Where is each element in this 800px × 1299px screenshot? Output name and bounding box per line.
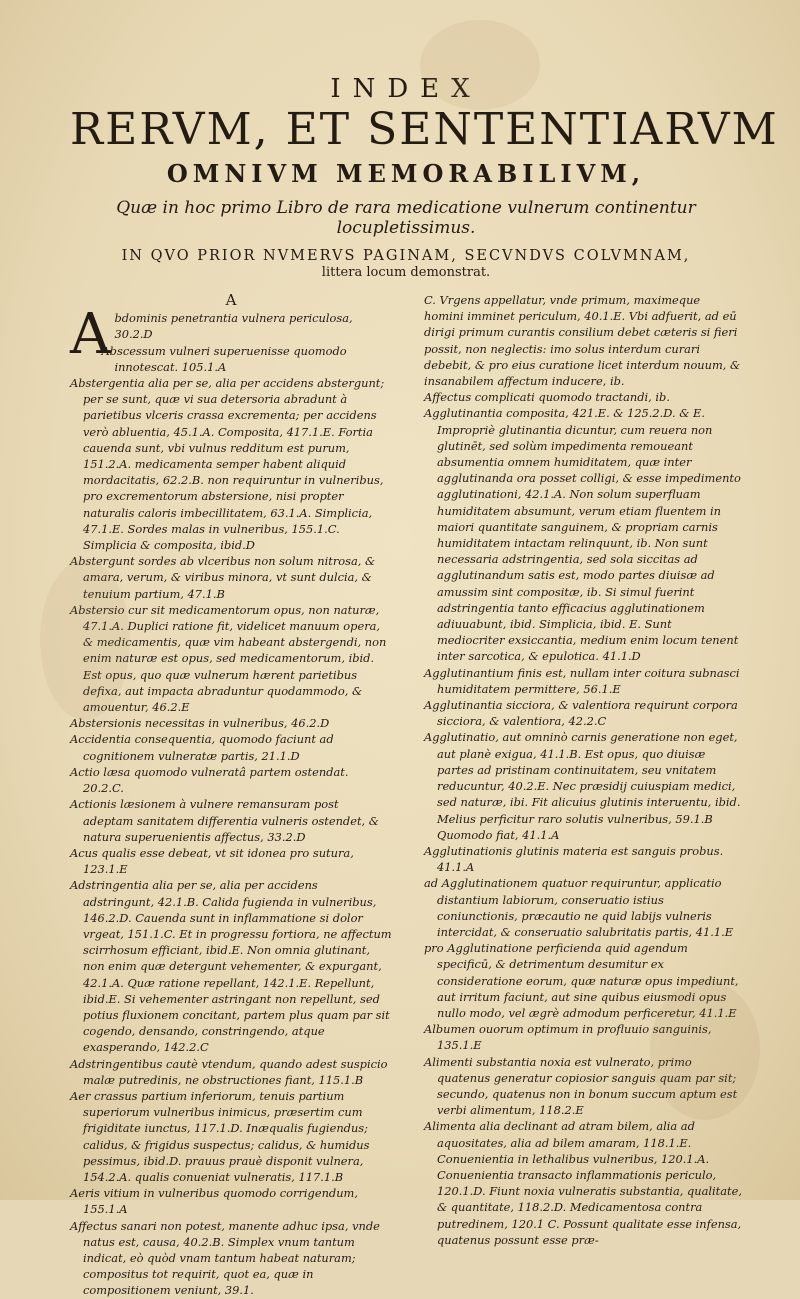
index-entry: ad Agglutinationem quatuor requiruntur, applicatio distantium labiorum, conseruatio istius coniunctionis, præcautio ne quid labijs vulneris intercidat, & conseruatio salubritatis partis, 41.1.E bbox=[424, 876, 734, 939]
index-entry: Abstersio cur sit medicamentorum opus, non naturæ, 47.1.A. Duplici ratione fit, videlicet manuum opera, & medicamentis, quæ vim habeant abstergendi, non enim naturæ est opus, sed medicamentorum, ibid. Est opus, quo quæ vulnerum hærent parietibus defixa, aut impacta abraduntur quodammodo, & amouentur, 46.2.E bbox=[70, 602, 387, 715]
index-word: INDEX bbox=[330, 74, 482, 104]
title-line-1: RERVM, ET SENTENTIARVM bbox=[70, 104, 779, 155]
index-entry: Actio læsa quomodo vulneratâ partem ostendat. 20.2.C. bbox=[70, 764, 349, 796]
index-columns bbox=[70, 292, 742, 1299]
subtitle: Quæ in hoc primo Libro de rara medicatione vulnerum continentur locupletissimus. bbox=[116, 198, 696, 238]
index-entry: Acus qualis esse debeat, vt sit idonea pro sutura, 123.1.E bbox=[70, 845, 354, 877]
title-line-2: OMNIVM MEMORABILIVM, bbox=[166, 159, 646, 188]
index-entry: Abdominis penetrantia vulnera periculosa, 30.2.D bbox=[70, 302, 353, 368]
index-entry: C. Vrgens appellatur, vnde primum, maximeque homini imminet periculum, 40.1.E. Vbi adfuerit, ad eū dirigi primum curantis consilium debet cæteris si fieri possit, non neglectis: imo solus interdum curari debebit, & pro eius curatione licet interdum nouum, & insanabilem affectum inducere, ib. bbox=[424, 293, 741, 389]
index-entry: Alimenti substantia noxia est vulnerato, primo quatenus generatur copiosior sanguis quam par sit; secundo, quatenus non in bonum succum aptum est verbi alimentum, 118.2.E bbox=[424, 1054, 738, 1118]
index-entry: Adstringentia alia per se, alia per accidens adstringunt, 42.1.B. Calida fugienda in vulneribus, 146.2.D. Cauenda sunt in inflammatione si dolor vrgeat, 151.1.C. Et in progressu fortiora, ne affectum scirrhosum efficiant, ibid.E. Non omnia glutinant, non enim quæ detergunt vehementer, & expurgant, 42.1.A. Quæ ratione repellant, 142.1.E. Repellunt, ibid.E. Si vehementer astringant non repellunt, sed potius fluxionem concitant, partem plus quam par sit cogendo, densando, constringendo, atque exasperando, 142.2.C bbox=[70, 878, 392, 1055]
index-entry: Affectus sanari non potest, manente adhuc ipsa, vnde natus est, causa, 40.2.B. Simplex vnum tantum indicat, eò quòd vnam tantum habeat naturam; compositus tot requirit, quot ea, quæ in compositionem veniunt, 39.1. bbox=[70, 1218, 380, 1298]
right-column bbox=[424, 292, 742, 1299]
index-entry: Accidentia consequentia, quomodo faciunt ad cognitionem vulneratæ partis, 21.1.D bbox=[70, 732, 334, 763]
numbering-note: IN QVO PRIOR NVMERVS PAGINAM, SECVNDVS COLVMNAM, bbox=[121, 248, 691, 264]
index-entry: Adstringentibus cautè vtendum, quando adest suspicio malæ putredinis, ne obstructiones fiant, 115.1.B bbox=[70, 1056, 388, 1087]
index-entry: Abstergunt sordes ab vlceribus non solum nitrosa, & amara, verum, & viribus minora, vt sunt dulcia, & tenuium partium, 47.1.B bbox=[70, 554, 376, 601]
index-entry: Abstersionis necessitas in vulneribus, 46.2.D bbox=[70, 716, 330, 731]
index-entry: Agglutinantia composita, 421.E. & 125.2.D. & E. Impropriè glutinantia dicuntur, cum reuera non glutinēt, sed solùm impedimenta remoueant absumentia omnem humiditatem, quæ inter agglutinanda ora posset colligi, & esse impedimento agglutinationi, 42.1.A. Non solum superfluam humiditatem absumunt, verum etiam fluentem in maiori quantitate sanguinem, & propriam carnis humiditatem intactam relinquunt, ib. Non sunt necessaria adstringentia, sed sola siccitas ad agglutinandum satis est, modo partes diuisæ ad amussim sint compositæ, ib. Si simul fuerint adstringentia tanto efficacius agglutinationem adiuuabunt, ibid. Simplicia, ibid. E. Sunt mediocriter exsiccantia, medium enim locum tenent inter sarcotica, & epulotica. 41.1.D bbox=[424, 406, 741, 664]
index-entry: Actionis læsionem à vulnere remansuram post adeptam sanitatem differentia vulneris ostendet, & natura superuenientis affectus, 33.2.D bbox=[70, 797, 379, 844]
index-entry: Affectus complicati quomodo tractandi, ib. bbox=[424, 390, 670, 405]
index-entry: Agglutinationis glutinis materia est sanguis probus. 41.1.A bbox=[424, 843, 724, 875]
section-letter: A bbox=[225, 291, 237, 309]
index-entry: Abscessum vulneri superuenisse quomodo innotescat. 105.1.A bbox=[101, 343, 347, 374]
index-entry: Alimenta alia declinant ad atram bilem, alia ad aquositates, alia ad bilem amaram, 118.1.E. Conuenientia in lethalibus vulneribus, 120.1.A. Conuenientia transacto inflammationis periculo, 120.1.D. Fiunt noxia vulneratis substantia, qualitate, & quantitate, 118.2.D. Medicamentosa contra putredinem, 120.1 C. Possunt qualitate esse infensa, quatenus possunt esse præ- bbox=[424, 1119, 742, 1247]
index-entry: Aeris vitium in vulneribus quomodo corrigendum, 155.1.A bbox=[70, 1186, 358, 1217]
index-entry: Abstergentia alia per se, alia per accidens abstergunt; per se sunt, quæ vi sua detersoria abradunt à parietibus vlceris crassa excrementa; per accidens verò abluentia, 45.1.A. Composita, 417.1.E. Fortia cauenda sunt, vbi vulnus redditum est purum, 151.2.A. medicamenta semper habent aliquid mordacitatis, 62.2.B. non requiruntur in vulneribus, pro excrementorum abstersione, nisi propter naturalis caloris imbecillitatem, 63.1.A. Simplicia, 47.1.E. Sordes malas in vulneribus, 155.1.C. Simplicia & composita, ibid.D bbox=[70, 376, 385, 553]
index-entry: Agglutinantia sicciora, & valentiora requirunt corpora sicciora, & valentiora, 42.2.C bbox=[424, 698, 738, 729]
left-column bbox=[70, 292, 392, 1299]
index-entry: Aer crassus partium inferiorum, tenuis partium superiorum vulneribus inimicus, præsertim cum frigiditate iunctus, 117.1.D. Inæqualis fugiendus; calidus, & frigidus suspectus; calidus, & humidus pessimus, ibid.D. prauus prauè disponit vulnera, 154.2.A. qualis conueniat vulneratis, 117.1.B bbox=[70, 1088, 370, 1184]
index-entry: pro Agglutinatione perficienda quid agendum specificū, & detrimentum desumitur ex consideratione eorum, quæ naturæ opus impediunt, aut irritum faciunt, aut sine quibus eiusmodi opus nullo modo, vel ægrè admodum perficeretur, 41.1.E bbox=[424, 941, 739, 1020]
locum-note: littera locum demonstrat. bbox=[321, 265, 491, 280]
index-entry: Agglutinantium finis est, nullam inter coitura subnasci humiditatem permittere, 56.1.E bbox=[424, 665, 740, 696]
index-entry: Albumen ouorum optimum in profluuio sanguinis, 135.1.E bbox=[424, 1022, 712, 1053]
index-header bbox=[70, 74, 779, 280]
index-entry: Agglutinatio, aut omninò carnis generatione non eget, aut planè exigua, 41.1.B. Est opus, quo diuisæ partes ad pristinam continuitatem, seu vnitatem reducuntur, 40.2.E. Nec præsidij cuiuspiam medici, sed naturæ, ibi. Fit alicuius glutinis interuentu, ibid. Melius perficitur raro solutis vulneribus, 59.1.B Quomodo fiat, 41.1.A bbox=[424, 730, 741, 842]
